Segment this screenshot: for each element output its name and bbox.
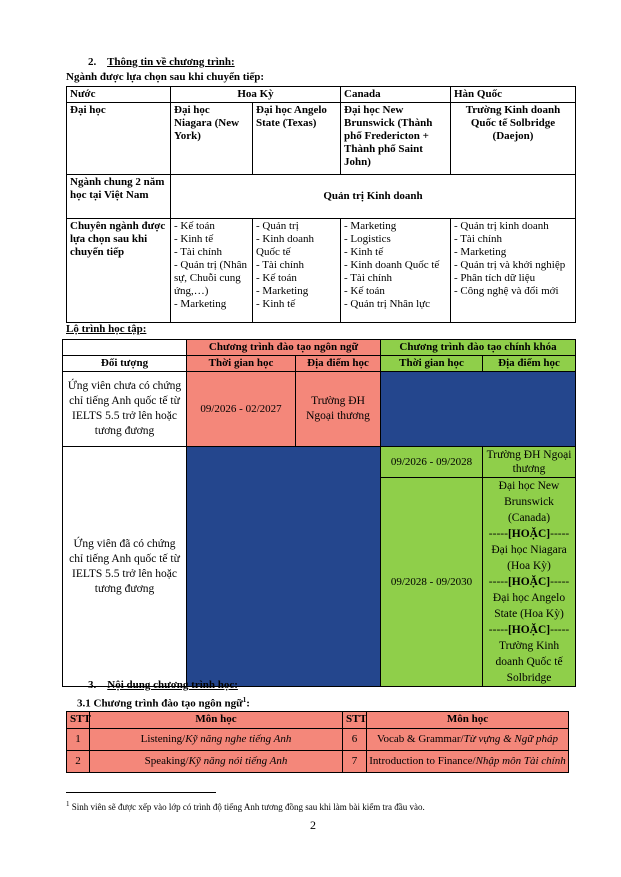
specialization-item: - Quản trị Nhân lực: [344, 298, 430, 310]
course-name: Introduction to Finance/Nhập môn Tài chính: [367, 751, 569, 773]
sub-31-heading: 3.1 Chương trình đào tạo ngôn ngữ$^1$:: [77, 696, 250, 710]
specialization-item: - Marketing: [256, 285, 309, 297]
target-label: Đối tượng: [63, 356, 187, 372]
specialization-item: - Kinh doanh Quốc tế: [256, 233, 315, 258]
course-header-stt-1: STT: [67, 712, 90, 729]
course-name: Speaking/Kỹ năng nói tiếng Anh: [90, 751, 343, 773]
lang-place-label: Địa điểm học: [296, 356, 381, 372]
roadmap-row-ielts-a: [63, 447, 576, 478]
specialization-item: - Tài chính: [454, 233, 503, 245]
roadmap-row-no-ielts: [63, 372, 576, 447]
course-name: Listening/Kỹ năng nghe tiếng Anh: [90, 729, 343, 751]
specialization-item: - Quản trị và khởi nghiệp: [454, 259, 566, 271]
target-ielts: Ứng viên đã có chứng chỉ tiếng Anh quốc tế từ IELTS 5.5 trở lên hoặc tương đương: [63, 447, 187, 687]
main-program-blocked: [381, 372, 576, 447]
specialization-item: - Công nghệ và đổi mới: [454, 285, 559, 297]
page-number: 2: [310, 818, 316, 832]
uni-niagara: Đại học Niagara (New York): [171, 103, 253, 175]
place-niagara: Đại học Niagara (Hoa Kỳ): [491, 544, 567, 572]
common-major-row: [67, 175, 576, 219]
specialization-item: - Kinh tế: [256, 298, 296, 310]
specialization-item: - Quản trị kinh doanh: [454, 220, 549, 232]
specialization-item: - Tài chính: [256, 259, 305, 271]
header-korea: Hàn Quốc: [451, 87, 576, 103]
specialization-item: - Marketing: [344, 220, 397, 232]
section-2-title: Thông tin về chương trình:: [107, 56, 235, 68]
course-num: 1: [67, 729, 90, 751]
major-table: [66, 86, 576, 323]
main-place-vn: Trường ĐH Ngoại thương: [483, 447, 576, 478]
or-separator-3: -----[HOẶC]-----: [488, 624, 570, 636]
main-place-label: Địa điểm học: [483, 356, 576, 372]
specialization-item: - Quản trị (Nhân sự, Chuỗi cung ứng,…): [174, 259, 248, 297]
uni-new-brunswick: Đại học New Brunswick (Thành phố Fredericton + Thành phố Saint John): [341, 103, 451, 175]
university-label: Đại học: [67, 103, 171, 175]
uni-solbridge: Trường Kinh doanh Quốc tế Solbridge (Daejon): [451, 103, 576, 175]
course-num: 7: [343, 751, 367, 773]
roadmap-header-row: [63, 356, 576, 372]
specialization-item: - Kế toán: [344, 285, 385, 297]
uni-angelo: Đại học Angelo State (Texas): [253, 103, 341, 175]
main-time-abroad: 09/2028 - 09/2030: [381, 478, 483, 687]
specialization-label: Chuyên ngành được lựa chọn sau khi chuyển tiếp: [67, 219, 171, 323]
roadmap-table: [62, 339, 576, 687]
specialization-item: - Phân tích dữ liệu: [454, 272, 536, 284]
or-separator-1: -----[HOẶC]-----: [488, 528, 570, 540]
specialization-item: - Marketing: [454, 246, 507, 258]
specialization-item: - Quản trị: [256, 220, 299, 232]
language-program-blocked: [187, 447, 381, 687]
course-header-subject-1: Môn học: [90, 712, 343, 729]
course-num: 2: [67, 751, 90, 773]
course-table: [66, 711, 569, 773]
section-3-heading: 3. Nội dung chương trình học:: [88, 679, 238, 691]
roadmap-title: Lộ trình học tập:: [66, 323, 147, 335]
specialization-item: - Kinh tế: [344, 246, 384, 258]
common-major-label: Ngành chung 2 năm học tại Việt Nam: [67, 175, 171, 219]
university-row: [67, 103, 576, 175]
or-separator-2: -----[HOẶC]-----: [488, 576, 570, 588]
specialization-item: - Tài chính: [174, 246, 223, 258]
spec-solbridge: [451, 219, 576, 323]
course-header-row: [67, 712, 569, 729]
roadmap-program-row: [63, 340, 576, 356]
lang-time-label: Thời gian học: [187, 356, 296, 372]
specialization-item: - Kinh tế: [174, 233, 214, 245]
footnote: $^1$ Sinh viên sẽ được xếp vào lớp có trình độ tiếng Anh tương đồng sau khi làm bài kiểm tra đầu vào.: [66, 800, 425, 812]
specialization-item: - Kế toán: [174, 220, 215, 232]
target-no-ielts: Ứng viên chưa có chứng chỉ tiếng Anh quốc tế từ IELTS 5.5 trở lên hoặc tương đương: [63, 372, 187, 447]
specialization-item: - Kinh doanh Quốc tế: [344, 259, 440, 271]
course-num: 6: [343, 729, 367, 751]
specialization-item: - Tài chính: [344, 272, 393, 284]
course-header-stt-2: STT: [343, 712, 367, 729]
course-row-1: [67, 729, 569, 751]
main-time-vn: 09/2026 - 09/2028: [381, 447, 483, 478]
place-new-brunswick: Đại học New Brunswick (Canada): [498, 480, 560, 524]
main-place-abroad: [483, 478, 576, 687]
specialization-row: [67, 219, 576, 323]
header-country: Nước: [67, 87, 171, 103]
header-usa: Hoa Kỳ: [171, 87, 341, 103]
course-name: Vocab & Grammar/Từ vựng & Ngữ pháp: [367, 729, 569, 751]
spec-angelo: [253, 219, 341, 323]
spec-niagara: [171, 219, 253, 323]
footnote-divider: [66, 792, 216, 793]
footnote-ref: 1: [242, 696, 247, 704]
course-row-2: [67, 751, 569, 773]
main-program-header: Chương trình đào tạo chính khóa: [381, 340, 576, 356]
major-table-header-row: [67, 87, 576, 103]
main-time-label: Thời gian học: [381, 356, 483, 372]
language-program-header: Chương trình đào tạo ngôn ngữ: [187, 340, 381, 356]
place-angelo: Đại học Angelo State (Hoa Kỳ): [492, 592, 566, 620]
header-canada: Canada: [341, 87, 451, 103]
course-header-subject-2: Môn học: [367, 712, 569, 729]
spec-new-brunswick: [341, 219, 451, 323]
section-3-title: Nội dung chương trình học:: [107, 679, 238, 691]
place-solbridge: Trường Kinh doanh Quốc tế Solbridge: [495, 640, 563, 684]
lang-time-no-ielts: 09/2026 - 02/2027: [187, 372, 296, 447]
specialization-item: - Kế toán: [256, 272, 297, 284]
majors-intro: Ngành được lựa chọn sau khi chuyển tiếp:: [66, 71, 265, 83]
lang-place-no-ielts: Trường ĐH Ngoại thương: [296, 372, 381, 447]
specialization-item: - Logistics: [344, 233, 391, 245]
section-2-heading: 2. Thông tin về chương trình:: [88, 56, 235, 68]
common-major-value: Quản trị Kinh doanh: [171, 175, 576, 219]
specialization-item: - Marketing: [174, 298, 227, 310]
